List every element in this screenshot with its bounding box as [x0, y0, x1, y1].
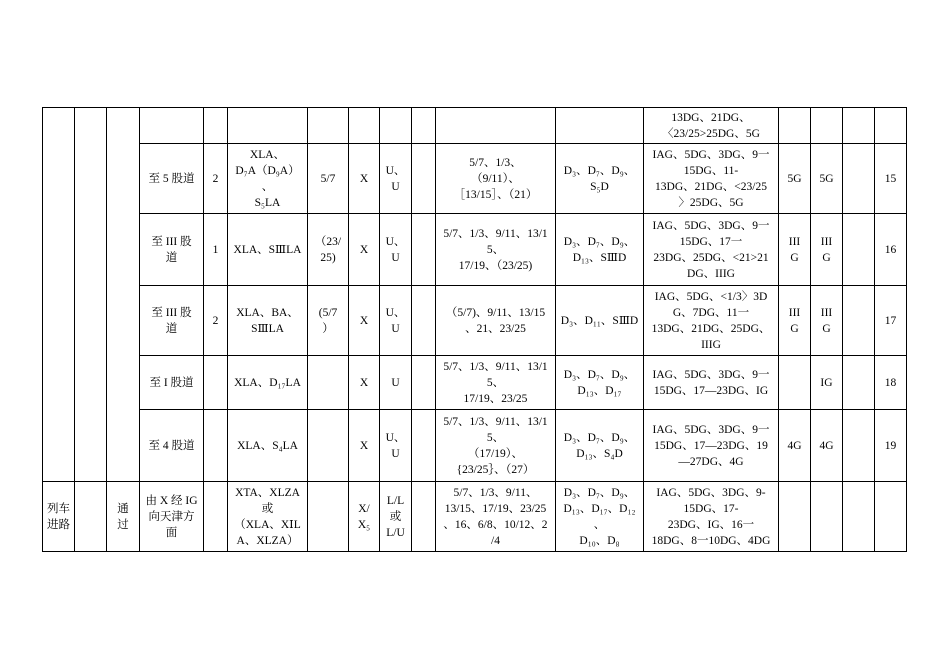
blank-cell — [412, 144, 436, 214]
table-row — [43, 214, 907, 286]
sequence-cell: 16 — [875, 214, 907, 286]
col5-cell: X — [349, 214, 380, 286]
signals-cell: XLA、D₁₇LA — [228, 356, 308, 410]
count-cell — [204, 482, 228, 552]
segments-cell: （5/7)、9/11、13/15 、21、23/25 — [436, 286, 556, 356]
track-b-cell: 4G — [811, 410, 843, 482]
count-cell — [204, 108, 228, 144]
table-row — [43, 356, 907, 410]
category-cell-top — [43, 108, 75, 482]
col4-cell — [308, 108, 349, 144]
segments-cell: 5/7、1/3、9/11、13/1 5、 17/19、（23/25) — [436, 214, 556, 286]
segments-cell: 5/7、1/3、9/11、 13/15、17/19、23/25 、16、6/8、10/12、2 /4 — [436, 482, 556, 552]
occupied-sections-cell: IAG、5DG、3DG、9一 15DG、17—23DG、IG — [644, 356, 779, 410]
table-row — [43, 144, 907, 214]
blank-cell — [843, 356, 875, 410]
track-b-cell: 5G — [811, 144, 843, 214]
occupied-sections-cell: IAG、5DG、3DG、9一 15DG、17—23DG、19 —27DG、4G — [644, 410, 779, 482]
signals-cell: XLA、SⅢLA — [228, 214, 308, 286]
signals-cell: XLA、S₄LA — [228, 410, 308, 482]
col6-cell — [380, 108, 412, 144]
track-a-cell — [779, 482, 811, 552]
count-cell: 2 — [204, 144, 228, 214]
col6-cell: U、 U — [380, 214, 412, 286]
count-cell: 2 — [204, 286, 228, 356]
sequence-cell — [875, 108, 907, 144]
count-cell — [204, 356, 228, 410]
track-a-cell — [779, 108, 811, 144]
d-signals-cell: D₃、D₇、D₉、 D₁₃、D₁₇ — [556, 356, 644, 410]
track-a-cell: III G — [779, 286, 811, 356]
table-row — [43, 482, 907, 552]
col5-cell: X — [349, 410, 380, 482]
col4-cell — [308, 482, 349, 552]
col4-cell — [308, 410, 349, 482]
track-b-cell: III G — [811, 286, 843, 356]
d-signals-cell: D₃、D₇、D₉、 D₁₃、D₁₇、D₁₂ 、 D₁₀、D₈ — [556, 482, 644, 552]
signals-cell — [228, 108, 308, 144]
blank-cell — [412, 214, 436, 286]
sequence-cell: 17 — [875, 286, 907, 356]
track-a-cell — [779, 356, 811, 410]
segments-cell: 5/7、1/3、9/11、13/1 5、 17/19、23/25 — [436, 356, 556, 410]
occupied-sections-cell: IAG、5DG、<1/3〉3D G、7DG、11一 13DG、21DG、25DG、 IIIG — [644, 286, 779, 356]
blank-cell — [843, 214, 875, 286]
table-row — [43, 286, 907, 356]
category-cell: 列车 进路 — [43, 482, 75, 552]
table-row — [43, 410, 907, 482]
track-b-cell — [811, 108, 843, 144]
d-signals-cell: D₃、D₁₁、SⅢD — [556, 286, 644, 356]
destination-cell: 由 X 经 IG 向天津方 面 — [140, 482, 204, 552]
occupied-sections-cell: IAG、5DG、3DG、9一 15DG、11- 13DG、21DG、<23/25 〉25DG、5G — [644, 144, 779, 214]
occupied-sections-cell: 13DG、21DG、 〈23/25>25DG、5G — [644, 108, 779, 144]
blank-cell — [412, 356, 436, 410]
blank-cell — [412, 108, 436, 144]
group-cell — [75, 108, 107, 482]
group-cell — [75, 482, 107, 552]
signals-cell: XTA、XLZA 或 （XLA、XⅠL A、XLZA） — [228, 482, 308, 552]
count-cell: 1 — [204, 214, 228, 286]
occupied-sections-cell: IAG、5DG、3DG、9- 15DG、17- 23DG、IG、16一 18DG、8一10DG、4DG — [644, 482, 779, 552]
blank-cell — [843, 144, 875, 214]
col4-cell: (5/7 ） — [308, 286, 349, 356]
signals-cell: XLA、BA、 SⅢLA — [228, 286, 308, 356]
occupied-sections-cell: IAG、5DG、3DG、9一 15DG、17一 23DG、25DG、<21>21 DG、IIIG — [644, 214, 779, 286]
destination-cell — [140, 108, 204, 144]
col5-cell: X — [349, 144, 380, 214]
col4-cell: （23/ 25) — [308, 214, 349, 286]
d-signals-cell: D₃、D₇、D₉、 S₅D — [556, 144, 644, 214]
segments-cell: 5/7、1/3、9/11、13/1 5、 （17/19）、 {23/25｝、（27） — [436, 410, 556, 482]
track-b-cell — [811, 482, 843, 552]
destination-cell: 至 I 股道 — [140, 356, 204, 410]
destination-cell: 至 III 股 道 — [140, 286, 204, 356]
col6-cell: U、 U — [380, 286, 412, 356]
blank-cell — [843, 410, 875, 482]
count-cell — [204, 410, 228, 482]
col6-cell: U、 U — [380, 144, 412, 214]
track-a-cell: 5G — [779, 144, 811, 214]
pass-label-cell: 通 过 — [107, 482, 140, 552]
col5-cell: X — [349, 356, 380, 410]
blank-cell — [843, 482, 875, 552]
d-signals-cell: D₃、D₇、D₉、 D₁₃、S₄D — [556, 410, 644, 482]
col4-cell — [308, 356, 349, 410]
blank-cell — [412, 286, 436, 356]
col6-cell: U、 U — [380, 410, 412, 482]
col4-cell: 5/7 — [308, 144, 349, 214]
sequence-cell: 19 — [875, 410, 907, 482]
track-a-cell: 4G — [779, 410, 811, 482]
destination-cell: 至 5 股道 — [140, 144, 204, 214]
signals-cell: XLA、 D₇A（D₉A） 、 S₅LA — [228, 144, 308, 214]
segments-cell — [436, 108, 556, 144]
col6-cell: L/L 或 L/U — [380, 482, 412, 552]
table-row — [43, 108, 907, 144]
destination-cell: 至 4 股道 — [140, 410, 204, 482]
destination-cell: 至 III 股 道 — [140, 214, 204, 286]
sequence-cell — [875, 482, 907, 552]
track-b-cell: III G — [811, 214, 843, 286]
sequence-cell: 18 — [875, 356, 907, 410]
subgroup-cell — [107, 108, 140, 482]
segments-cell: 5/7、1/3、 （9/11）、 ［13/15］、（21） — [436, 144, 556, 214]
interlocking-route-table — [42, 107, 907, 552]
track-a-cell: III G — [779, 214, 811, 286]
blank-cell — [843, 108, 875, 144]
col5-cell — [349, 108, 380, 144]
d-signals-cell: D₃、D₇、D₉、 D₁₃、SⅢD — [556, 214, 644, 286]
blank-cell — [843, 286, 875, 356]
sequence-cell: 15 — [875, 144, 907, 214]
blank-cell — [412, 482, 436, 552]
track-b-cell: IG — [811, 356, 843, 410]
col5-cell: X — [349, 286, 380, 356]
blank-cell — [412, 410, 436, 482]
col6-cell: U — [380, 356, 412, 410]
col5-cell: X/ X₅ — [349, 482, 380, 552]
d-signals-cell — [556, 108, 644, 144]
